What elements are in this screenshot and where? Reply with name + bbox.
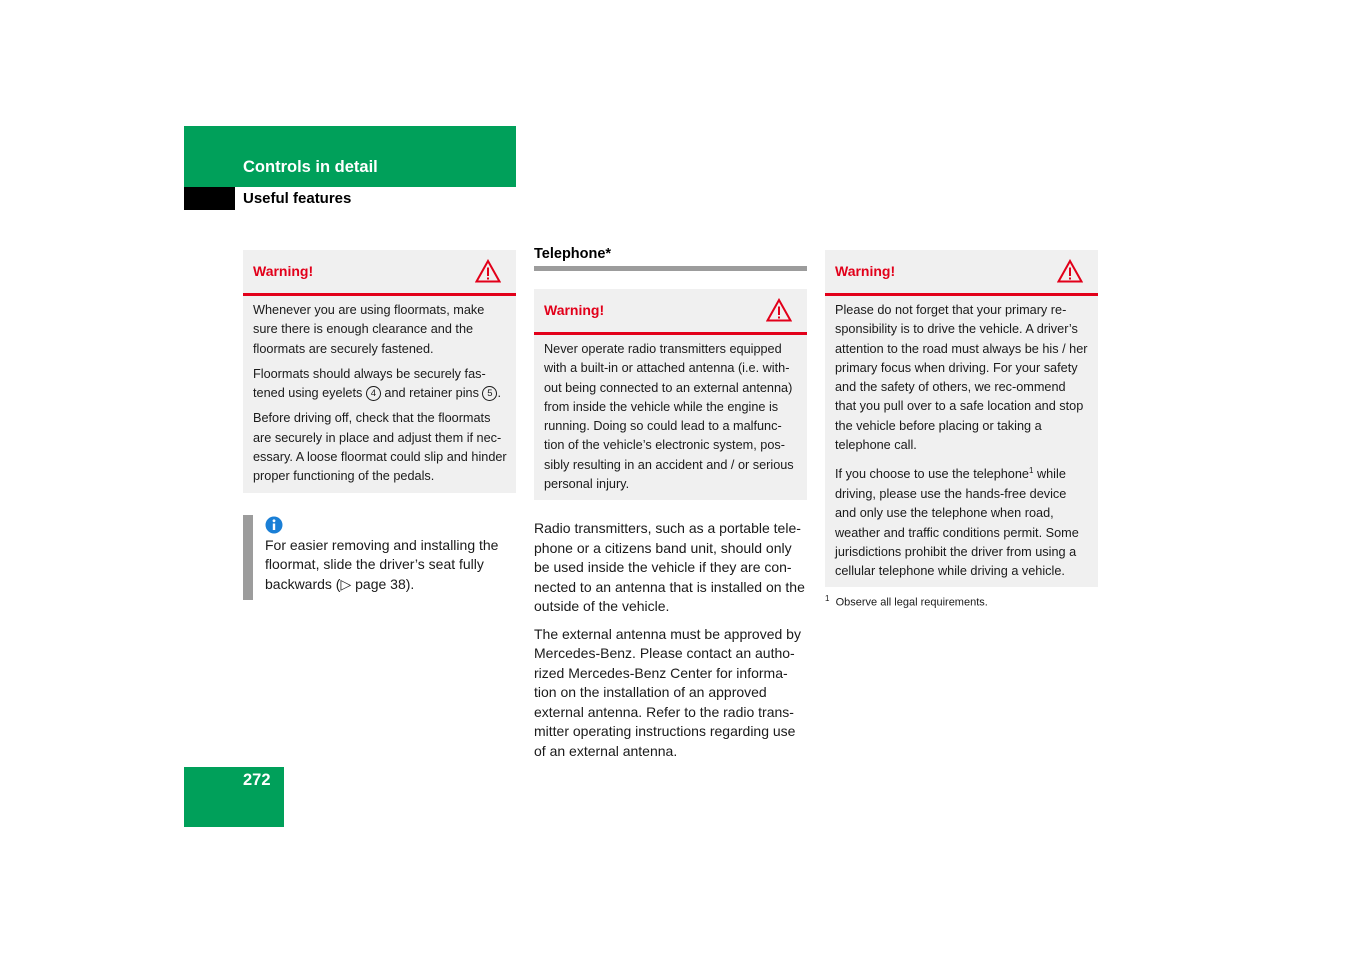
warning-header xyxy=(534,289,807,335)
warning-paragraph: Never operate radio transmitters equipped with a built-in or attached antenna (i.e. with-out being connected to an external antenna) from inside the vehicle while the engine is running. Doing so could lead to a malfunc-tion of the vehicle’s electronic system, pos-sibly resulting in an accident and / or serious personal injury. xyxy=(544,342,794,492)
warning-body xyxy=(534,335,807,500)
radio-transmitter-warning-box xyxy=(534,289,807,500)
info-text: For easier removing and installing the floormat, slide the driver’s seat fully backwards (▷ page 38). xyxy=(265,536,499,592)
driving-warning-box xyxy=(825,250,1098,587)
warning-triangle-icon xyxy=(766,298,792,322)
heading-rule xyxy=(534,266,807,271)
section-title: Useful features xyxy=(243,190,352,207)
footnote xyxy=(825,591,1098,611)
info-icon xyxy=(265,515,283,534)
warning-title: Warning! xyxy=(835,263,896,279)
footnote-marker: 1 xyxy=(825,594,830,604)
floormat-warning-box xyxy=(243,250,516,493)
warning-paragraph: Whenever you are using floormats, make sure there is enough clearance and the floormats are securely fastened. xyxy=(253,303,485,356)
warning-header xyxy=(243,250,516,296)
telephone-heading: Telephone* xyxy=(534,246,612,262)
retainer-pin-marker: 5 xyxy=(482,386,497,401)
warning-title: Warning! xyxy=(544,302,605,318)
right-column xyxy=(825,250,1098,611)
eyelet-marker: 4 xyxy=(366,386,381,401)
warning-paragraph: Please do not forget that your primary re-sponsibility is to drive the vehicle. A driver’s attention to the road must always be his / her primary focus when driving. For your safety and the safety of others, we rec-ommend that you pull over to a safe location and stop the vehicle before placing or taking a telephone call. xyxy=(835,303,1088,453)
body-paragraph: Radio transmitters, such as a portable tele-phone or a citizens band unit, should only be used inside the vehicle if they are con-nected to an antenna that is installed on the outside of the vehicle. xyxy=(534,520,805,615)
footnote-text: Observe all legal requirements. xyxy=(835,597,988,610)
warning-paragraph: Floormats should always be securely fas-tened using eyelets 4 and retainer pins 5 . xyxy=(253,366,501,401)
page-number: 272 xyxy=(243,771,271,789)
warning-triangle-icon xyxy=(1057,259,1083,283)
body-paragraph: The external antenna must be approved by Mercedes-Benz. Please contact an autho-rized Mercedes-Benz Center for informa-tion on the installation of an approved external antenna. Refer to the radio trans-mitter operating instructions regarding use of an external antenna. xyxy=(534,625,801,759)
warning-paragraph: Before driving off, check that the floormats are securely in place and adjust them if nec-essary. A loose floormat could slip and hinder proper functioning of the pedals. xyxy=(253,411,507,484)
footnote-reference: 1 xyxy=(1028,466,1034,476)
warning-body xyxy=(243,296,516,493)
chapter-header-band xyxy=(184,126,516,187)
middle-column xyxy=(534,246,807,769)
warning-triangle-icon xyxy=(475,259,501,283)
left-column xyxy=(243,250,516,600)
info-note xyxy=(243,515,516,600)
warning-body xyxy=(825,296,1098,587)
warning-title: Warning! xyxy=(253,263,314,279)
warning-paragraph: If you choose to use the telephone$^1$ while driving, please use the hands-free device and only use the telephone when road, weather and traffic conditions permit. Some jurisdictions prohibit the driver from using a cellular telephone while driving a vehicle. xyxy=(835,466,1079,579)
section-marker-tab xyxy=(184,187,235,210)
chapter-title: Controls in detail xyxy=(243,158,378,176)
warning-header xyxy=(825,250,1098,296)
